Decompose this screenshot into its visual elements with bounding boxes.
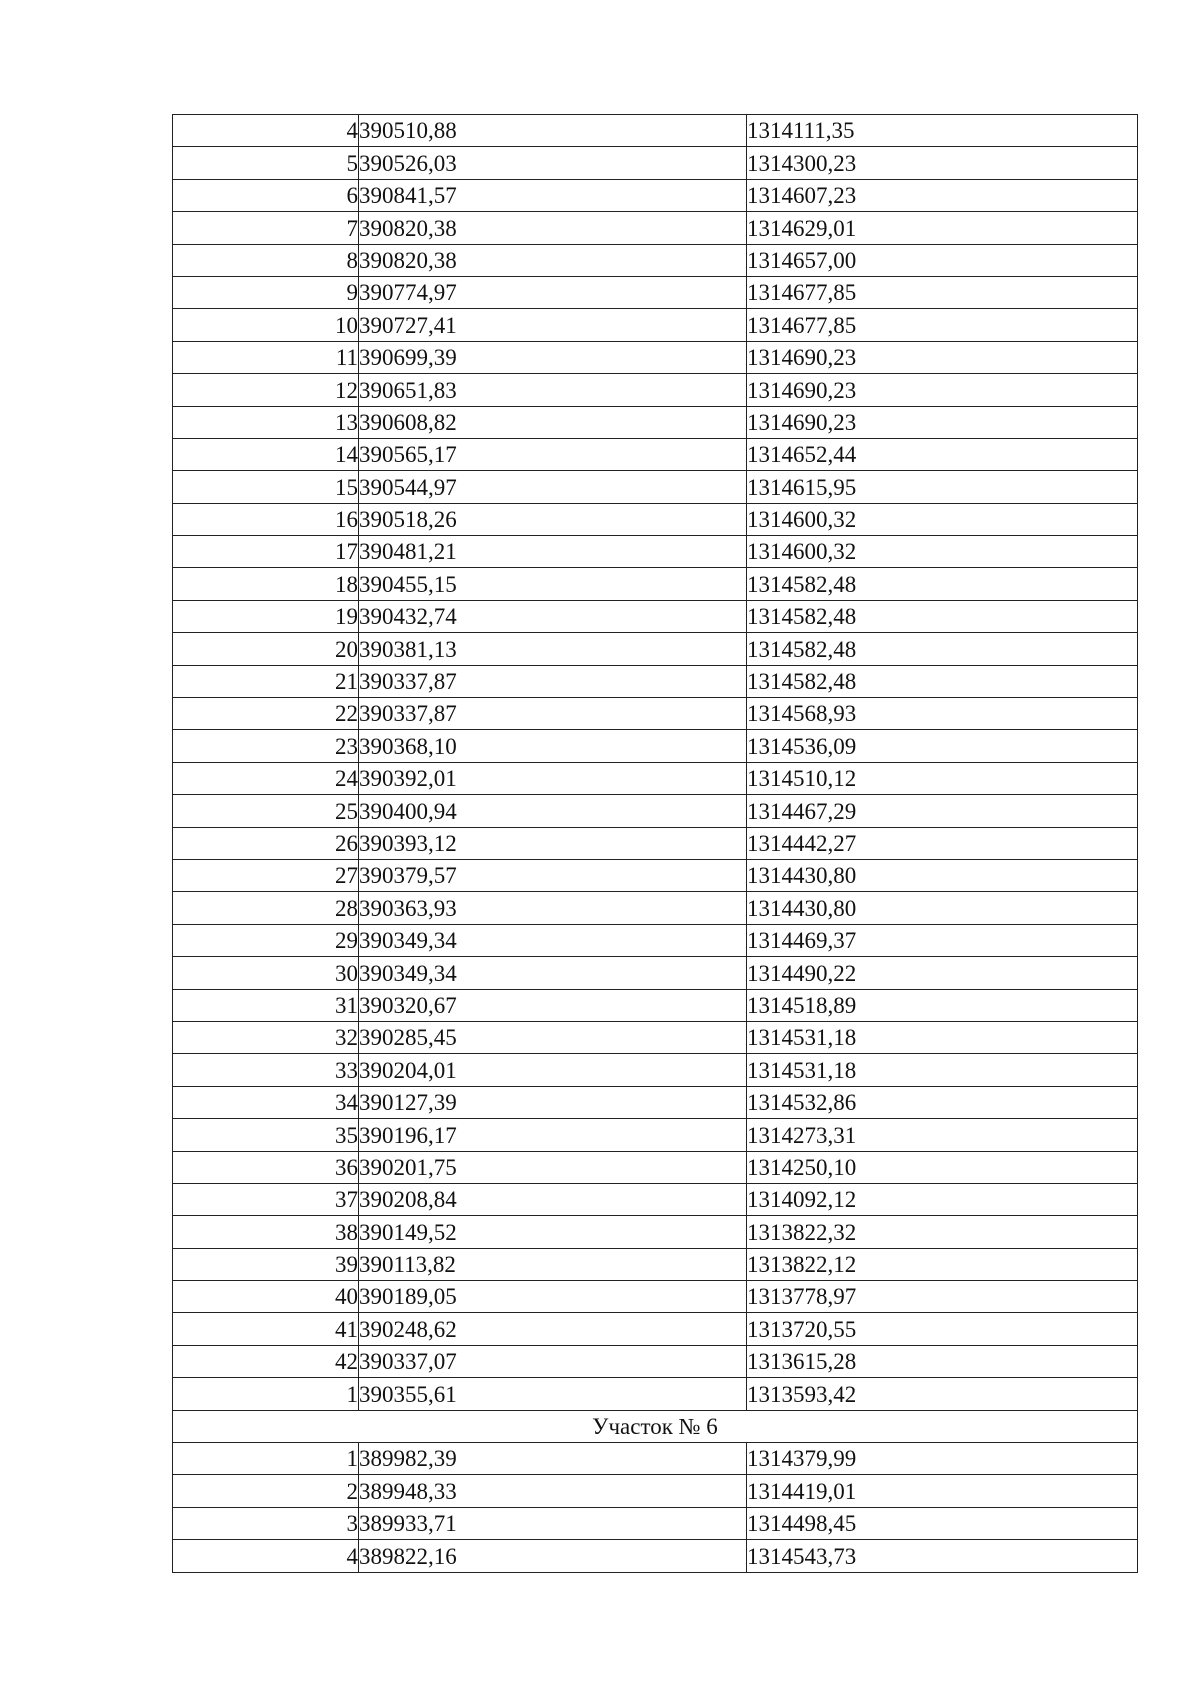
table-row [173,244,1138,276]
table-row [173,503,1138,535]
x-coordinate-cell: 390699,39 [359,341,747,373]
y-coordinate-cell: 1314677,85 [747,276,1138,308]
table-row [173,1507,1138,1539]
y-coordinate-cell: 1314582,48 [747,665,1138,697]
x-coordinate-cell: 390355,61 [359,1378,747,1410]
y-coordinate-cell: 1314582,48 [747,600,1138,632]
table-row [173,827,1138,859]
x-coordinate-cell: 390381,13 [359,633,747,665]
point-number-cell: 12 [173,374,359,406]
x-coordinate-cell: 389948,33 [359,1475,747,1507]
point-number-cell: 15 [173,471,359,503]
x-coordinate-cell: 390208,84 [359,1183,747,1215]
y-coordinate-cell: 1314467,29 [747,795,1138,827]
y-coordinate-cell: 1314629,01 [747,212,1138,244]
point-number-cell: 21 [173,665,359,697]
y-coordinate-cell: 1314531,18 [747,1021,1138,1053]
point-number-cell: 7 [173,212,359,244]
x-coordinate-cell: 390481,21 [359,536,747,568]
point-number-cell: 20 [173,633,359,665]
x-coordinate-cell: 389822,16 [359,1540,747,1572]
table-row [173,147,1138,179]
table-row [173,1475,1138,1507]
y-coordinate-cell: 1314690,23 [747,341,1138,373]
point-number-cell: 26 [173,827,359,859]
table-row [173,989,1138,1021]
table-row [173,179,1138,211]
point-number-cell: 29 [173,924,359,956]
x-coordinate-cell: 390349,34 [359,957,747,989]
point-number-cell: 18 [173,568,359,600]
y-coordinate-cell: 1314419,01 [747,1475,1138,1507]
y-coordinate-cell: 1314531,18 [747,1054,1138,1086]
table-row [173,1378,1138,1410]
y-coordinate-cell: 1314092,12 [747,1183,1138,1215]
coordinates-table [172,114,1138,1573]
y-coordinate-cell: 1314510,12 [747,762,1138,794]
y-coordinate-cell: 1314518,89 [747,989,1138,1021]
y-coordinate-cell: 1314690,23 [747,374,1138,406]
y-coordinate-cell: 1313822,12 [747,1248,1138,1280]
x-coordinate-cell: 390189,05 [359,1281,747,1313]
x-coordinate-cell: 390820,38 [359,244,747,276]
x-coordinate-cell: 390248,62 [359,1313,747,1345]
y-coordinate-cell: 1313778,97 [747,1281,1138,1313]
x-coordinate-cell: 390608,82 [359,406,747,438]
y-coordinate-cell: 1313593,42 [747,1378,1138,1410]
x-coordinate-cell: 390392,01 [359,762,747,794]
point-number-cell: 39 [173,1248,359,1280]
x-coordinate-cell: 390400,94 [359,795,747,827]
table-row [173,892,1138,924]
table-row [173,471,1138,503]
y-coordinate-cell: 1314111,35 [747,115,1138,147]
x-coordinate-cell: 390337,87 [359,698,747,730]
point-number-cell: 8 [173,244,359,276]
table-row [173,1248,1138,1280]
x-coordinate-cell: 390727,41 [359,309,747,341]
point-number-cell: 14 [173,438,359,470]
point-number-cell: 19 [173,600,359,632]
table-row [173,536,1138,568]
x-coordinate-cell: 390820,38 [359,212,747,244]
x-coordinate-cell: 390565,17 [359,438,747,470]
y-coordinate-cell: 1314568,93 [747,698,1138,730]
table-row [173,1281,1138,1313]
y-coordinate-cell: 1314677,85 [747,309,1138,341]
y-coordinate-cell: 1314582,48 [747,568,1138,600]
x-coordinate-cell: 390337,87 [359,665,747,697]
y-coordinate-cell: 1314379,99 [747,1443,1138,1475]
x-coordinate-cell: 390368,10 [359,730,747,762]
x-coordinate-cell: 390285,45 [359,1021,747,1053]
point-number-cell: 4 [173,1540,359,1572]
point-number-cell: 31 [173,989,359,1021]
point-number-cell: 37 [173,1183,359,1215]
table-row [173,1313,1138,1345]
x-coordinate-cell: 389982,39 [359,1443,747,1475]
x-coordinate-cell: 390320,67 [359,989,747,1021]
x-coordinate-cell: 390127,39 [359,1086,747,1118]
point-number-cell: 34 [173,1086,359,1118]
point-number-cell: 42 [173,1345,359,1377]
x-coordinate-cell: 390544,97 [359,471,747,503]
table-row [173,568,1138,600]
y-coordinate-cell: 1314532,86 [747,1086,1138,1118]
y-coordinate-cell: 1314490,22 [747,957,1138,989]
table-row [173,374,1138,406]
point-number-cell: 40 [173,1281,359,1313]
table-row [173,600,1138,632]
point-number-cell: 38 [173,1216,359,1248]
table-row [173,665,1138,697]
y-coordinate-cell: 1314300,23 [747,147,1138,179]
point-number-cell: 25 [173,795,359,827]
table-row [173,1216,1138,1248]
y-coordinate-cell: 1314469,37 [747,924,1138,956]
table-row [173,438,1138,470]
y-coordinate-cell: 1313822,32 [747,1216,1138,1248]
coordinates-table-body [173,115,1138,1573]
x-coordinate-cell: 390363,93 [359,892,747,924]
x-coordinate-cell: 390510,88 [359,115,747,147]
point-number-cell: 13 [173,406,359,438]
x-coordinate-cell: 390379,57 [359,859,747,891]
y-coordinate-cell: 1313615,28 [747,1345,1138,1377]
section-title: Участок № 6 [173,1410,1138,1442]
x-coordinate-cell: 390518,26 [359,503,747,535]
point-number-cell: 6 [173,179,359,211]
x-coordinate-cell: 390432,74 [359,600,747,632]
y-coordinate-cell: 1314273,31 [747,1119,1138,1151]
table-row [173,1151,1138,1183]
x-coordinate-cell: 390201,75 [359,1151,747,1183]
table-row [173,1443,1138,1475]
point-number-cell: 35 [173,1119,359,1151]
point-number-cell: 23 [173,730,359,762]
point-number-cell: 36 [173,1151,359,1183]
point-number-cell: 3 [173,1507,359,1539]
table-row [173,1345,1138,1377]
x-coordinate-cell: 390113,82 [359,1248,747,1280]
y-coordinate-cell: 1314536,09 [747,730,1138,762]
y-coordinate-cell: 1314652,44 [747,438,1138,470]
point-number-cell: 17 [173,536,359,568]
point-number-cell: 1 [173,1378,359,1410]
y-coordinate-cell: 1314250,10 [747,1151,1138,1183]
y-coordinate-cell: 1314582,48 [747,633,1138,665]
point-number-cell: 33 [173,1054,359,1086]
point-number-cell: 22 [173,698,359,730]
x-coordinate-cell: 390349,34 [359,924,747,956]
table-row [173,341,1138,373]
point-number-cell: 16 [173,503,359,535]
x-coordinate-cell: 390526,03 [359,147,747,179]
y-coordinate-cell: 1314442,27 [747,827,1138,859]
table-row [173,276,1138,308]
x-coordinate-cell: 390149,52 [359,1216,747,1248]
table-row [173,762,1138,794]
x-coordinate-cell: 389933,71 [359,1507,747,1539]
table-row [173,309,1138,341]
point-number-cell: 11 [173,341,359,373]
x-coordinate-cell: 390455,15 [359,568,747,600]
x-coordinate-cell: 390204,01 [359,1054,747,1086]
y-coordinate-cell: 1313720,55 [747,1313,1138,1345]
y-coordinate-cell: 1314600,32 [747,536,1138,568]
point-number-cell: 10 [173,309,359,341]
point-number-cell: 5 [173,147,359,179]
table-row [173,1086,1138,1118]
table-row [173,406,1138,438]
point-number-cell: 32 [173,1021,359,1053]
table-row [173,957,1138,989]
x-coordinate-cell: 390393,12 [359,827,747,859]
y-coordinate-cell: 1314600,32 [747,503,1138,535]
y-coordinate-cell: 1314690,23 [747,406,1138,438]
table-row [173,859,1138,891]
point-number-cell: 1 [173,1443,359,1475]
table-row [173,633,1138,665]
table-row [173,1021,1138,1053]
table-row [173,115,1138,147]
y-coordinate-cell: 1314657,00 [747,244,1138,276]
point-number-cell: 24 [173,762,359,794]
point-number-cell: 4 [173,115,359,147]
x-coordinate-cell: 390651,83 [359,374,747,406]
table-row [173,1119,1138,1151]
table-row [173,1540,1138,1572]
point-number-cell: 30 [173,957,359,989]
point-number-cell: 2 [173,1475,359,1507]
point-number-cell: 28 [173,892,359,924]
table-row [173,730,1138,762]
table-row [173,698,1138,730]
table-row [173,924,1138,956]
table-row [173,1183,1138,1215]
x-coordinate-cell: 390196,17 [359,1119,747,1151]
y-coordinate-cell: 1314430,80 [747,892,1138,924]
point-number-cell: 9 [173,276,359,308]
y-coordinate-cell: 1314607,23 [747,179,1138,211]
table-row [173,1054,1138,1086]
y-coordinate-cell: 1314498,45 [747,1507,1138,1539]
table-row [173,212,1138,244]
point-number-cell: 41 [173,1313,359,1345]
point-number-cell: 27 [173,859,359,891]
x-coordinate-cell: 390774,97 [359,276,747,308]
y-coordinate-cell: 1314615,95 [747,471,1138,503]
x-coordinate-cell: 390841,57 [359,179,747,211]
y-coordinate-cell: 1314543,73 [747,1540,1138,1572]
x-coordinate-cell: 390337,07 [359,1345,747,1377]
section-row [173,1410,1138,1442]
table-row [173,795,1138,827]
y-coordinate-cell: 1314430,80 [747,859,1138,891]
